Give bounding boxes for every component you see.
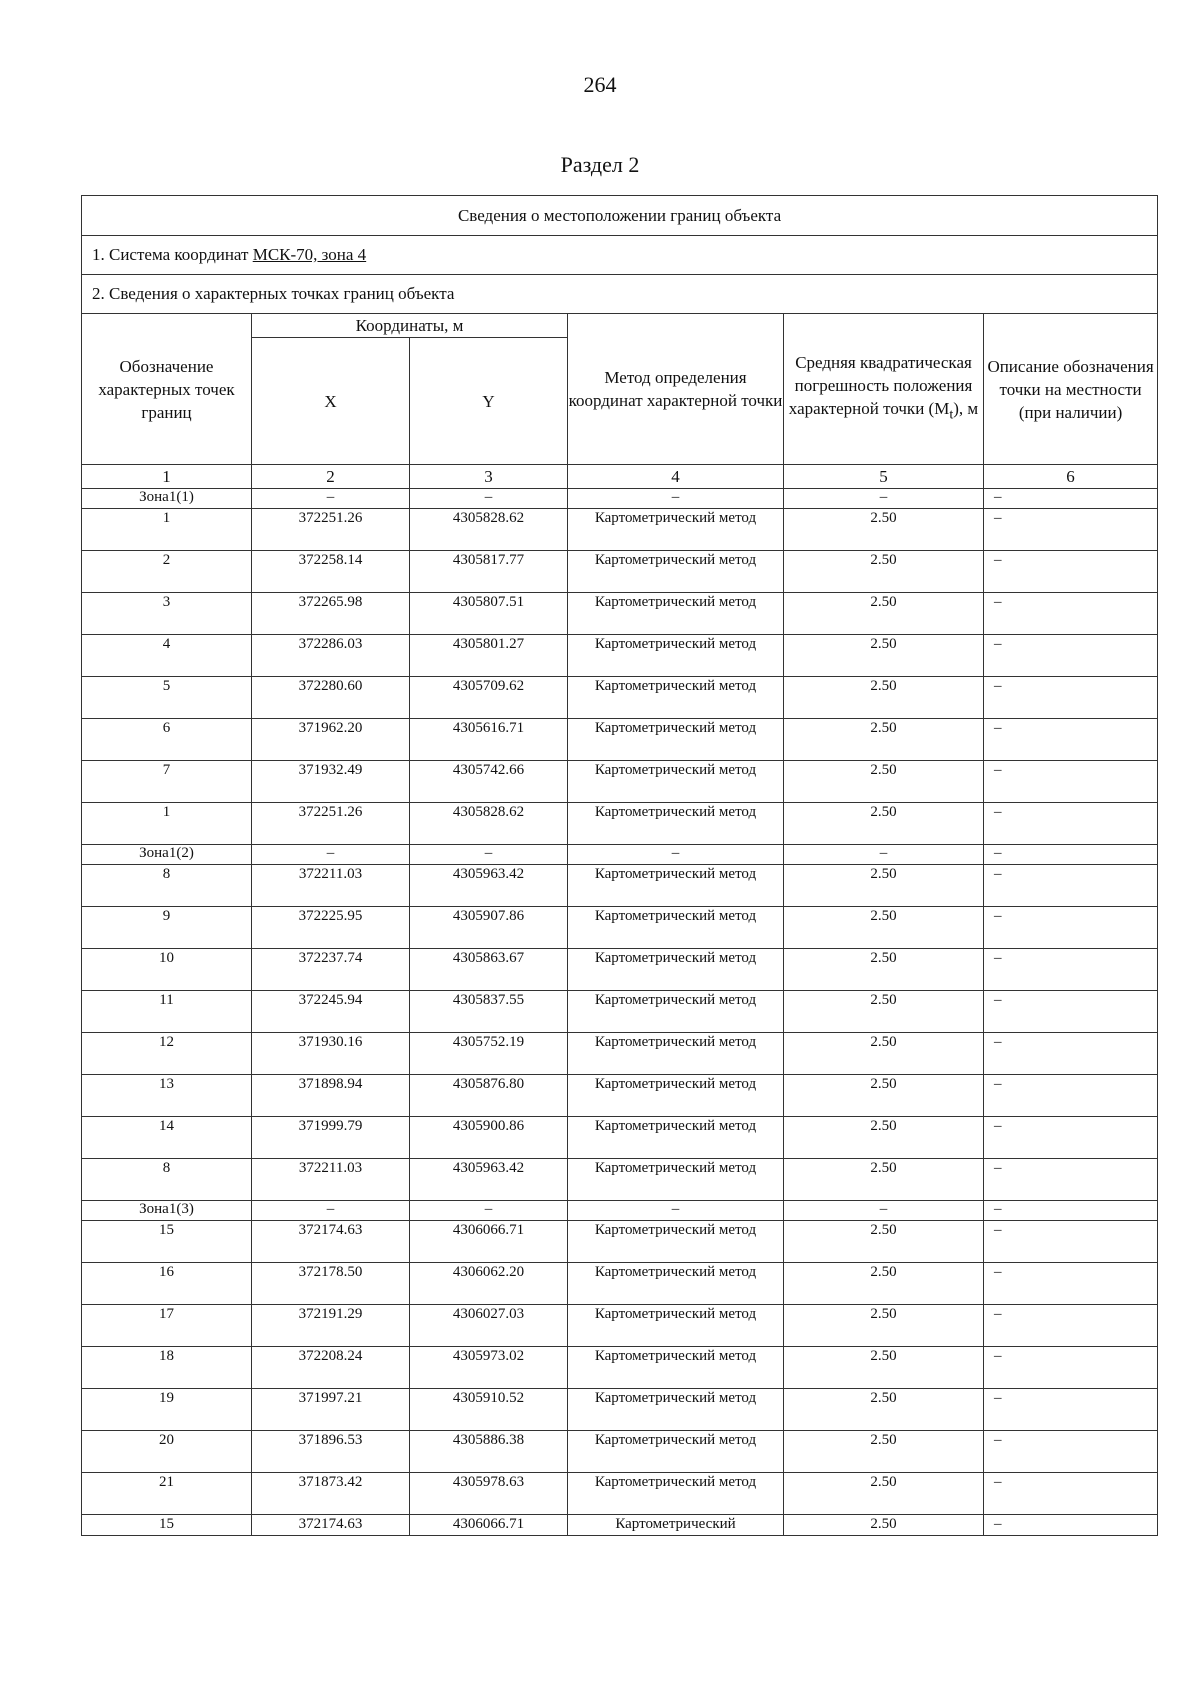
point-description: – <box>984 635 1158 677</box>
method: Картометрический метод <box>568 719 784 761</box>
point-description: – <box>984 1515 1158 1536</box>
mean-error: 2.50 <box>784 949 984 991</box>
mean-error: 2.50 <box>784 1515 984 1536</box>
point-description: – <box>984 1159 1158 1201</box>
point-designation: 3 <box>82 593 252 635</box>
coord-y: 4305709.62 <box>410 677 568 719</box>
method: – <box>568 845 784 865</box>
coord-x: 372258.14 <box>252 551 410 593</box>
point-description: – <box>984 1389 1158 1431</box>
header-error-main: Средняя квадратическая погрешность положения характерной точки (M <box>788 353 973 419</box>
point-row <box>82 949 1158 991</box>
coord-x: 372211.03 <box>252 1159 410 1201</box>
column-number: 4 <box>568 465 784 489</box>
header-designation: Обозначение характерных точек границ <box>82 314 252 465</box>
method: Картометрический метод <box>568 509 784 551</box>
point-row <box>82 1347 1158 1389</box>
point-row <box>82 719 1158 761</box>
mean-error: 2.50 <box>784 865 984 907</box>
method: Картометрический метод <box>568 1033 784 1075</box>
point-designation: Зона1(3) <box>82 1201 252 1221</box>
point-description: – <box>984 509 1158 551</box>
point-row <box>82 907 1158 949</box>
point-description: – <box>984 803 1158 845</box>
coord-x: 372286.03 <box>252 635 410 677</box>
mean-error: – <box>784 845 984 865</box>
coord-x: 372191.29 <box>252 1305 410 1347</box>
coord-system-line <box>82 236 1158 275</box>
method: Картометрический метод <box>568 907 784 949</box>
point-description: – <box>984 1117 1158 1159</box>
point-designation: 18 <box>82 1347 252 1389</box>
coord-x: 372251.26 <box>252 509 410 551</box>
coord-x: 372174.63 <box>252 1221 410 1263</box>
point-row <box>82 761 1158 803</box>
coord-x: – <box>252 489 410 509</box>
coord-x: 371932.49 <box>252 761 410 803</box>
mean-error: 2.50 <box>784 1075 984 1117</box>
header-coords: Координаты, м <box>252 314 568 338</box>
mean-error: 2.50 <box>784 593 984 635</box>
point-description: – <box>984 1201 1158 1221</box>
point-description: – <box>984 489 1158 509</box>
point-row <box>82 593 1158 635</box>
coord-y: 4305886.38 <box>410 1431 568 1473</box>
point-description: – <box>984 1473 1158 1515</box>
mean-error: 2.50 <box>784 1347 984 1389</box>
point-description: – <box>984 845 1158 865</box>
coord-y: – <box>410 1201 568 1221</box>
table-banner: Сведения о местоположении границ объекта <box>82 196 1158 236</box>
coord-y: 4305907.86 <box>410 907 568 949</box>
coord-system-label: 1. Система координат <box>92 245 253 264</box>
point-description: – <box>984 1347 1158 1389</box>
point-description: – <box>984 1033 1158 1075</box>
point-designation: Зона1(1) <box>82 489 252 509</box>
column-number: 6 <box>984 465 1158 489</box>
header-x: X <box>252 338 410 465</box>
coord-x: 372280.60 <box>252 677 410 719</box>
coord-y: 4305742.66 <box>410 761 568 803</box>
coord-y: 4305910.52 <box>410 1389 568 1431</box>
column-number: 2 <box>252 465 410 489</box>
header-error <box>784 314 984 465</box>
mean-error: 2.50 <box>784 1389 984 1431</box>
method: Картометрический метод <box>568 551 784 593</box>
mean-error: 2.50 <box>784 1117 984 1159</box>
point-row <box>82 1515 1158 1536</box>
point-description: – <box>984 1305 1158 1347</box>
coord-y: 4305807.51 <box>410 593 568 635</box>
method: Картометрический метод <box>568 1075 784 1117</box>
boundary-points-table <box>81 195 1158 1536</box>
point-designation: 11 <box>82 991 252 1033</box>
coord-x: 372251.26 <box>252 803 410 845</box>
coord-x: 372208.24 <box>252 1347 410 1389</box>
method: Картометрический метод <box>568 1159 784 1201</box>
header-description: Описание обозначения точки на местности (при наличии) <box>984 314 1158 465</box>
coord-y: 4305963.42 <box>410 1159 568 1201</box>
point-designation: 8 <box>82 865 252 907</box>
point-description: – <box>984 677 1158 719</box>
point-row <box>82 677 1158 719</box>
mean-error: 2.50 <box>784 509 984 551</box>
point-designation: 9 <box>82 907 252 949</box>
mean-error: 2.50 <box>784 551 984 593</box>
method: Картометрический метод <box>568 865 784 907</box>
mean-error: 2.50 <box>784 677 984 719</box>
method: Картометрический метод <box>568 991 784 1033</box>
point-designation: 4 <box>82 635 252 677</box>
point-designation: 20 <box>82 1431 252 1473</box>
method: Картометрический метод <box>568 1263 784 1305</box>
column-number: 5 <box>784 465 984 489</box>
point-description: – <box>984 1263 1158 1305</box>
coord-y: 4306062.20 <box>410 1263 568 1305</box>
method: Картометрический метод <box>568 1431 784 1473</box>
coord-x: 371930.16 <box>252 1033 410 1075</box>
point-row <box>82 551 1158 593</box>
point-designation: 5 <box>82 677 252 719</box>
point-designation: 13 <box>82 1075 252 1117</box>
coord-x: 371962.20 <box>252 719 410 761</box>
column-numbers-row <box>82 465 1158 489</box>
mean-error: 2.50 <box>784 719 984 761</box>
mean-error: – <box>784 489 984 509</box>
coord-y: 4305863.67 <box>410 949 568 991</box>
zone-row <box>82 845 1158 865</box>
point-designation: 8 <box>82 1159 252 1201</box>
coord-y: 4305978.63 <box>410 1473 568 1515</box>
point-designation: Зона1(2) <box>82 845 252 865</box>
header-error-tail: ), м <box>953 399 979 419</box>
coord-x: 372237.74 <box>252 949 410 991</box>
point-designation: 7 <box>82 761 252 803</box>
point-row <box>82 803 1158 845</box>
mean-error: 2.50 <box>784 1221 984 1263</box>
point-designation: 15 <box>82 1515 252 1536</box>
zone-row <box>82 489 1158 509</box>
point-row <box>82 1033 1158 1075</box>
point-designation: 12 <box>82 1033 252 1075</box>
method: Картометрический метод <box>568 677 784 719</box>
coord-y: 4305876.80 <box>410 1075 568 1117</box>
coord-x: 372265.98 <box>252 593 410 635</box>
coord-system-value: МСК-70, зона 4 <box>252 245 367 264</box>
mean-error: – <box>784 1201 984 1221</box>
point-designation: 2 <box>82 551 252 593</box>
method: – <box>568 1201 784 1221</box>
column-number: 3 <box>410 465 568 489</box>
point-designation: 1 <box>82 509 252 551</box>
coord-x: 371997.21 <box>252 1389 410 1431</box>
mean-error: 2.50 <box>784 1033 984 1075</box>
method: Картометрический <box>568 1515 784 1536</box>
method: Картометрический метод <box>568 635 784 677</box>
method: Картометрический метод <box>568 1221 784 1263</box>
method: Картометрический метод <box>568 761 784 803</box>
coord-y: 4306066.71 <box>410 1515 568 1536</box>
point-designation: 19 <box>82 1389 252 1431</box>
mean-error: 2.50 <box>784 1305 984 1347</box>
coord-x: 371896.53 <box>252 1431 410 1473</box>
point-designation: 16 <box>82 1263 252 1305</box>
method: Картометрический метод <box>568 1117 784 1159</box>
point-description: – <box>984 865 1158 907</box>
point-row <box>82 1473 1158 1515</box>
point-row <box>82 1389 1158 1431</box>
method: Картометрический метод <box>568 593 784 635</box>
point-designation: 1 <box>82 803 252 845</box>
header-y: Y <box>410 338 568 465</box>
coord-x: 372225.95 <box>252 907 410 949</box>
coord-y: 4305801.27 <box>410 635 568 677</box>
point-row <box>82 1221 1158 1263</box>
method: Картометрический метод <box>568 1473 784 1515</box>
method: Картометрический метод <box>568 1347 784 1389</box>
mean-error: 2.50 <box>784 1431 984 1473</box>
coord-y: 4305817.77 <box>410 551 568 593</box>
coord-y: 4305837.55 <box>410 991 568 1033</box>
mean-error: 2.50 <box>784 1473 984 1515</box>
point-row <box>82 1159 1158 1201</box>
mean-error: 2.50 <box>784 761 984 803</box>
method: Картометрический метод <box>568 949 784 991</box>
point-row <box>82 1431 1158 1473</box>
coord-x: 372211.03 <box>252 865 410 907</box>
point-description: – <box>984 949 1158 991</box>
point-row <box>82 1117 1158 1159</box>
coord-y: 4305828.62 <box>410 509 568 551</box>
mean-error: 2.50 <box>784 635 984 677</box>
points-heading: 2. Сведения о характерных точках границ объекта <box>82 275 1158 314</box>
point-description: – <box>984 551 1158 593</box>
coord-x: 372245.94 <box>252 991 410 1033</box>
point-row <box>82 509 1158 551</box>
coord-x: – <box>252 845 410 865</box>
point-row <box>82 635 1158 677</box>
mean-error: 2.50 <box>784 1159 984 1201</box>
coord-x: 371999.79 <box>252 1117 410 1159</box>
coord-y: 4305752.19 <box>410 1033 568 1075</box>
page-number: 264 <box>583 72 617 97</box>
mean-error: 2.50 <box>784 991 984 1033</box>
point-designation: 21 <box>82 1473 252 1515</box>
point-row <box>82 865 1158 907</box>
coord-x: – <box>252 1201 410 1221</box>
point-designation: 10 <box>82 949 252 991</box>
coord-y: – <box>410 845 568 865</box>
coord-y: 4306027.03 <box>410 1305 568 1347</box>
point-description: – <box>984 991 1158 1033</box>
method: Картометрический метод <box>568 1389 784 1431</box>
point-row <box>82 1075 1158 1117</box>
method: Картометрический метод <box>568 1305 784 1347</box>
point-description: – <box>984 1431 1158 1473</box>
point-designation: 17 <box>82 1305 252 1347</box>
point-description: – <box>984 719 1158 761</box>
point-description: – <box>984 593 1158 635</box>
point-row <box>82 1263 1158 1305</box>
method: – <box>568 489 784 509</box>
point-row <box>82 1305 1158 1347</box>
point-description: – <box>984 761 1158 803</box>
point-designation: 15 <box>82 1221 252 1263</box>
mean-error: 2.50 <box>784 907 984 949</box>
mean-error: 2.50 <box>784 803 984 845</box>
point-designation: 6 <box>82 719 252 761</box>
coord-y: 4305900.86 <box>410 1117 568 1159</box>
coord-y: 4306066.71 <box>410 1221 568 1263</box>
point-description: – <box>984 907 1158 949</box>
point-description: – <box>984 1075 1158 1117</box>
coord-y: 4305973.02 <box>410 1347 568 1389</box>
coord-y: 4305963.42 <box>410 865 568 907</box>
point-row <box>82 991 1158 1033</box>
coord-x: 371873.42 <box>252 1473 410 1515</box>
header-method: Метод определения координат характерной точки <box>568 314 784 465</box>
point-designation: 14 <box>82 1117 252 1159</box>
coord-x: 371898.94 <box>252 1075 410 1117</box>
coord-y: 4305616.71 <box>410 719 568 761</box>
coord-x: 372178.50 <box>252 1263 410 1305</box>
header-error-sub: t <box>949 406 954 423</box>
coord-y: – <box>410 489 568 509</box>
mean-error: 2.50 <box>784 1263 984 1305</box>
column-number: 1 <box>82 465 252 489</box>
coord-y: 4305828.62 <box>410 803 568 845</box>
method: Картометрический метод <box>568 803 784 845</box>
coord-x: 372174.63 <box>252 1515 410 1536</box>
point-description: – <box>984 1221 1158 1263</box>
section-title: Раздел 2 <box>560 152 640 177</box>
zone-row <box>82 1201 1158 1221</box>
